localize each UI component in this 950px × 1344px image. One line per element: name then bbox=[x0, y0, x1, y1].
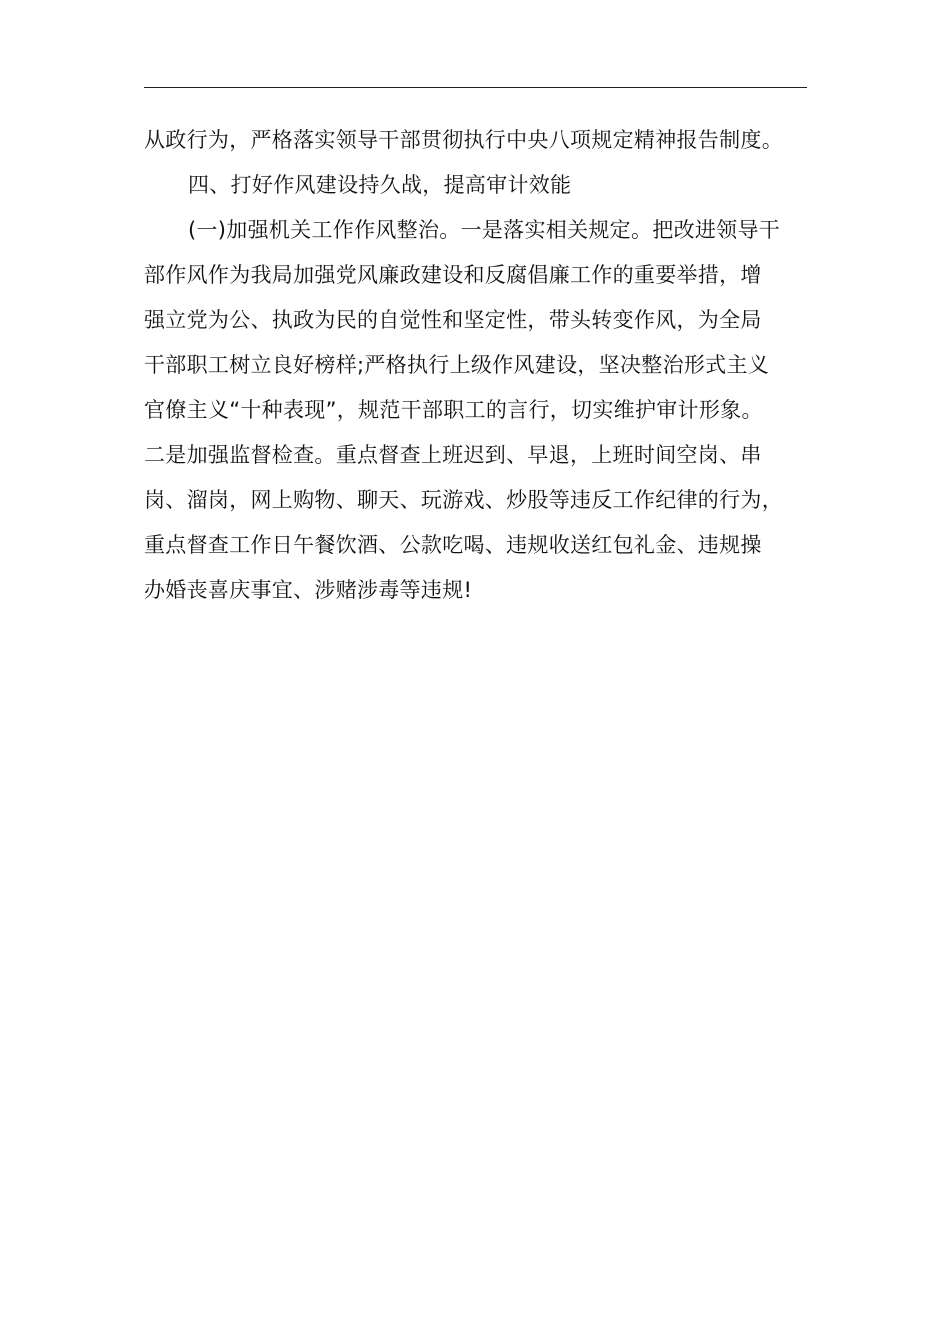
paragraph-line: 岗、溜岗，网上购物、聊天、玩游戏、炒股等违反工作纪律的行为， bbox=[144, 488, 783, 512]
section-heading: 四、打好作风建设持久战，提高审计效能 bbox=[188, 173, 572, 197]
paragraph-line: 重点督查工作日午餐饮酒、公款吃喝、违规收送红包礼金、违规操 bbox=[144, 533, 762, 557]
document-body bbox=[144, 118, 810, 613]
paragraph-line: (一)加强机关工作作风整治。一是落实相关规定。把改进领导干 bbox=[188, 218, 781, 242]
paragraph-line: 官僚主义“十种表现”，规范干部职工的言行，切实维护审计形象。 bbox=[144, 398, 763, 422]
header-rule bbox=[144, 87, 807, 88]
paragraph-line: 干部职工树立良好榜样;严格执行上级作风建设，坚决整治形式主义 bbox=[144, 353, 770, 377]
paragraph-line: 部作风作为我局加强党风廉政建设和反腐倡廉工作的重要举措，增 bbox=[144, 263, 762, 287]
paragraph-line: 从政行为，严格落实领导干部贯彻执行中央八项规定精神报告制度。 bbox=[144, 128, 783, 152]
paragraph-line: 办婚丧喜庆事宜、涉赌涉毒等违规! bbox=[144, 578, 473, 602]
paragraph-line: 强立党为公、执政为民的自觉性和坚定性，带头转变作风，为全局 bbox=[144, 308, 762, 332]
paragraph-line: 二是加强监督检查。重点督查上班迟到、早退，上班时间空岗、串 bbox=[144, 443, 762, 467]
